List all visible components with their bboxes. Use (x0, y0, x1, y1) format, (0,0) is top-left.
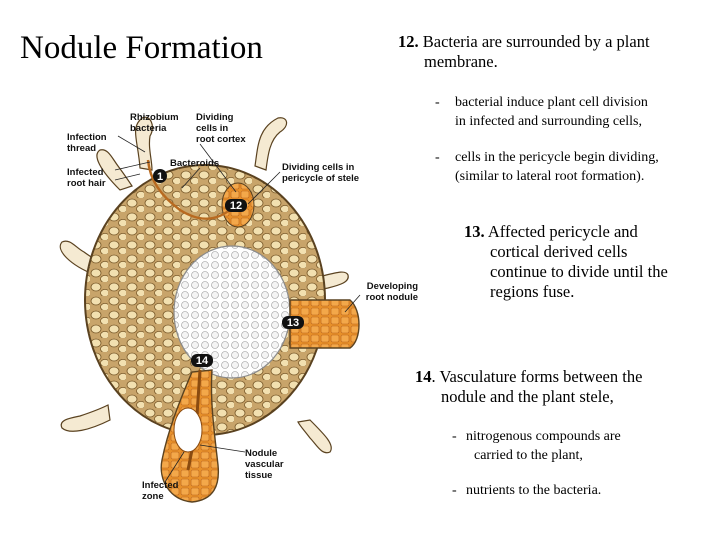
step-marker-14 (191, 354, 213, 367)
label-infected-root-hair-1: Infected (67, 167, 104, 178)
step-marker-1 (153, 169, 167, 183)
bullet-dash: - (452, 429, 457, 444)
step-12-bullet-2-line-1: cells in the pericycle begin dividing, (455, 150, 659, 165)
step-marker-13 (282, 316, 304, 329)
step-14-bullet-2-line-1: nutrients to the bacteria. (466, 483, 602, 498)
step-12-text: Bacteria are surrounded by a plant (422, 32, 650, 51)
label-pericycle-1: Dividing cells in (282, 162, 355, 173)
slide-title: Nodule Formation (20, 30, 263, 66)
label-nodule-vascular-1: Nodule (245, 448, 278, 459)
bullet-dash: - (452, 483, 457, 498)
step-14-bullet-2 (452, 481, 702, 500)
label-nodule-vascular-3: tissue (245, 470, 273, 481)
step-14-suffix: . (431, 367, 436, 386)
label-bacteroids: Bacteroids (170, 158, 220, 169)
svg-text:1: 1 (156, 171, 164, 183)
step-13-line-4: regions fuse. (490, 282, 575, 301)
nodule-diagram (0, 100, 418, 510)
step-14 (415, 367, 705, 407)
step-12-number: 12. (398, 32, 419, 51)
step-12-bullet-1-line-2: in infected and surrounding cells, (455, 114, 643, 129)
step-marker-12 (225, 199, 247, 212)
step-12-heading (398, 32, 698, 72)
label-nodule-vascular-2: vascular (245, 459, 284, 470)
label-infection-thread-2: thread (67, 143, 97, 154)
step-12-bullet-2-line-2: (similar to lateral root formation). (455, 169, 645, 184)
bullet-dash: - (435, 150, 440, 165)
label-dividing-cortex-1: Dividing (196, 112, 234, 123)
label-infected-root-hair-2: root hair (67, 178, 106, 189)
step-14-number: 14 (415, 367, 432, 386)
step-14-bullet-1 (452, 427, 702, 465)
step-14-bullet-1-line-2: carried to the plant, (474, 448, 583, 463)
label-infected-zone-2: zone (142, 491, 164, 502)
label-pericycle-2: pericycle of stele (282, 173, 360, 184)
svg-text:14: 14 (195, 355, 209, 367)
step-13-line-3: continue to divide until the (490, 262, 668, 281)
label-rhizobium: Rhizobium (130, 112, 179, 123)
label-infected-zone-1: Infected (142, 480, 179, 491)
step-12-text-2: membrane. (424, 52, 498, 71)
step-13-line-1: Affected pericycle and (487, 222, 638, 241)
svg-text:13: 13 (286, 317, 300, 329)
step-13 (464, 222, 709, 302)
label-developing-nodule-2: root nodule (365, 292, 418, 303)
label-developing-nodule-1: Developing (366, 281, 418, 292)
step-14-line-2: nodule and the plant stele, (441, 387, 614, 406)
step-12-bullet-1-line-1: bacterial induce plant cell division (455, 95, 648, 110)
label-dividing-cortex-2: cells in (196, 123, 229, 134)
svg-text:12: 12 (229, 200, 243, 212)
label-infection-thread-1: Infection (67, 132, 107, 143)
step-13-line-2: cortical derived cells (490, 242, 628, 261)
step-12-bullet-2 (435, 148, 705, 186)
step-12-bullet-1 (435, 93, 705, 131)
step-14-line-1: Vasculature forms between the (439, 367, 643, 386)
step-13-number: 13. (464, 222, 485, 241)
bullet-dash: - (435, 95, 440, 110)
label-bacteria: bacteria (130, 123, 167, 134)
step-14-bullet-1-line-1: nitrogenous compounds are (466, 429, 621, 444)
label-dividing-cortex-3: root cortex (196, 134, 246, 145)
infected-zone (174, 408, 202, 452)
